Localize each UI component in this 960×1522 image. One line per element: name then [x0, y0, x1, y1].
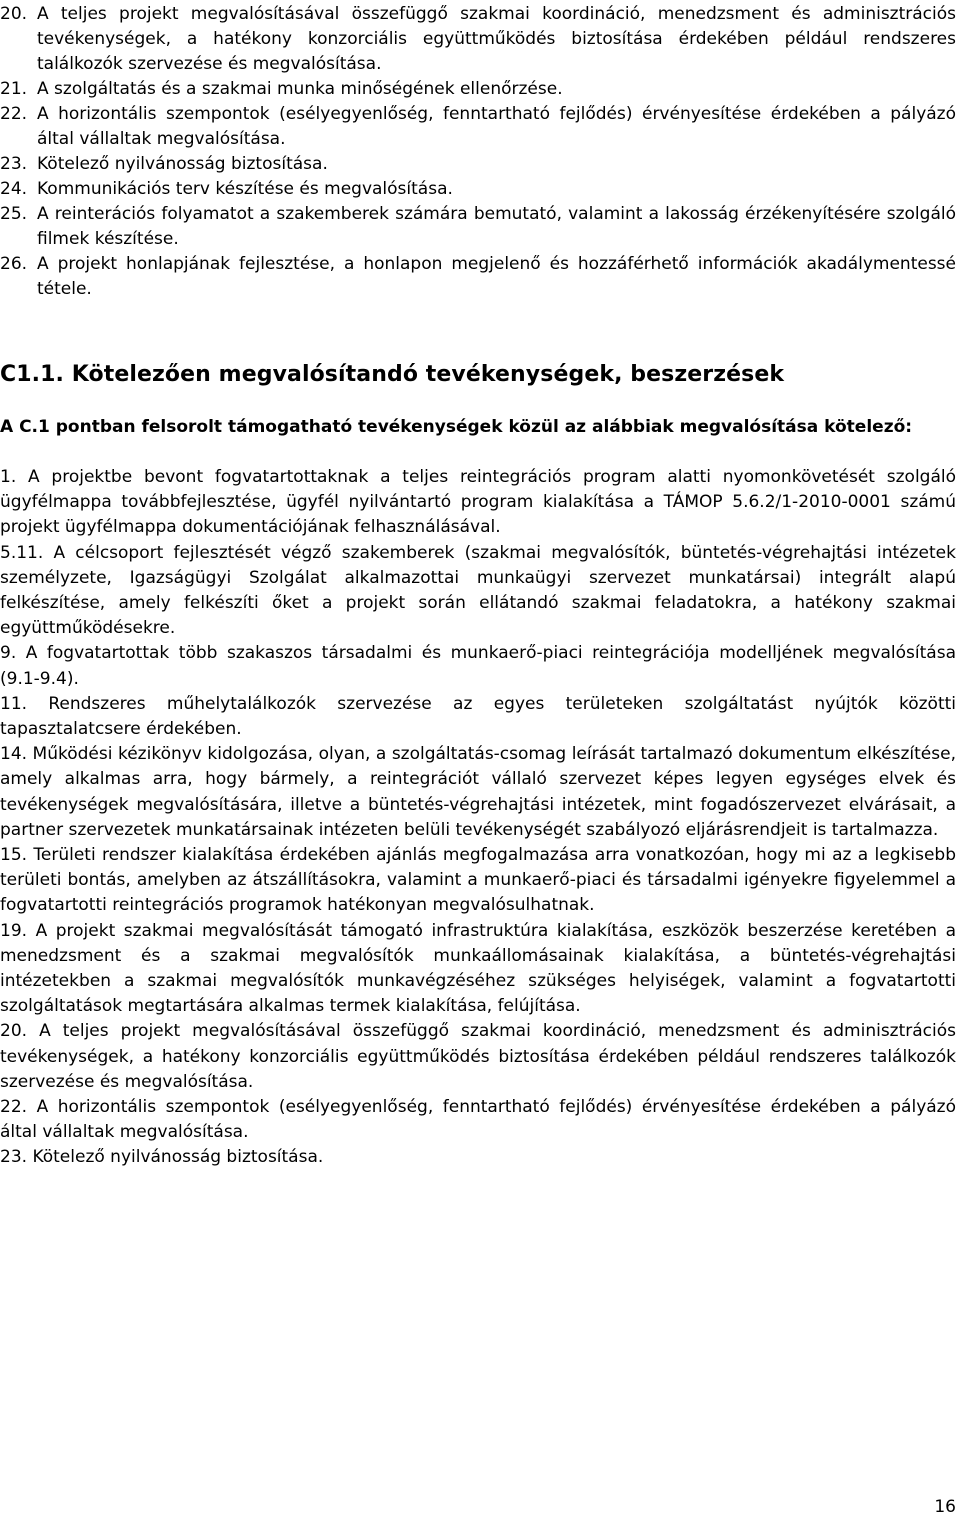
- activity-list: [0, 2, 956, 302]
- activity-paragraph: 9. A fogvatartottak több szakaszos társadalmi és munkaerő-piaci reintegrációja modelljének megvalósítása (9.1-9.4).: [0, 643, 956, 689]
- list-item-number: 23.: [0, 154, 28, 174]
- activity-paragraph: 5.11. A célcsoport fejlesztését végző szakemberek (szakmai megvalósítók, büntetés-végrehajtási intézetek személyzete, Igazságügyi Szolgálat alkalmazottai munkaügyi szervezet munkatársai) integrált alapú felkészítése, amely felkészíti őket a projekt során ellátandó szakmai feladatokra, a hatékony szakmai együttműködésekre.: [0, 542, 956, 639]
- page-number: 16: [934, 1497, 956, 1517]
- section-heading: C1.1. Kötelezően megvalósítandó tevékenységek, beszerzések: [0, 362, 785, 387]
- list-item-text: Kommunikációs terv készítése és megvalósítása.: [37, 179, 453, 199]
- activity-paragraph: 15. Területi rendszer kialakítása érdekében ajánlás megfogalmazása arra vonatkozóan, hogy mi az a legkisebb területi bontás, amelyben az átszállításokra, valamint a munkaerő-piaci és társadalmi igényekre figyelemmel a fogvatartotti reintegrációs programok hatékonyan megvalósulhatnak.: [0, 845, 956, 916]
- list-item: [0, 2, 956, 77]
- list-item-number: 25.: [0, 204, 28, 224]
- section-intro: A C.1 pontban felsorolt támogatható tevékenységek közül az alábbiak megvalósítása kötelező:: [0, 417, 913, 437]
- list-item: [0, 252, 956, 302]
- list-item-text: A teljes projekt megvalósításával összefüggő szakmai koordináció, menedzsment és adminisztrációs tevékenységek, a hatékony konzorciális együttműködés biztosítása érdekében például rendszeres találkozók szervezése és megvalósítása.: [37, 4, 956, 74]
- list-item: [0, 77, 956, 102]
- activity-paragraph: 20. A teljes projekt megvalósításával összefüggő szakmai koordináció, menedzsment és adminisztrációs tevékenységek, a hatékony konzorciális együttműködés biztosítása érdekében például rendszeres találkozók szervezése és megvalósítása.: [0, 1021, 956, 1092]
- list-item-number: 24.: [0, 179, 28, 199]
- mandatory-activities-list: [0, 465, 956, 1171]
- list-item-text: A horizontális szempontok (esélyegyenlőség, fenntartható fejlődés) érvényesítése érdekében a pályázó által vállaltak megvalósítása.: [37, 104, 956, 149]
- list-item: [0, 202, 956, 252]
- activity-paragraph: 22. A horizontális szempontok (esélyegyenlőség, fenntartható fejlődés) érvényesítése érdekében a pályázó által vállaltak megvalósítása.: [0, 1097, 956, 1143]
- list-item-number: 26.: [0, 254, 28, 274]
- activity-paragraph: 11. Rendszeres műhelytalálkozók szervezése az egyes területeken szolgáltatást nyújtók közötti tapasztalatcsere érdekében.: [0, 693, 956, 740]
- activity-paragraph: 14. Működési kézikönyv kidolgozása, olyan, a szolgáltatás-csomag leírását tartalmazó dokumentum elkészítése, amely alkalmas arra, hogy bármely, a reintegrációt vállaló szervezet képes legyen egységes elvek és tevékenységek megvalósítására, illetve a büntetés-végrehajtási intézetek, mint fogadószervezet elvárásait, a partner szervezetek munkatársainak intézeten belüli tevékenységét szabályozó eljárásrendjeit is tartalmazza.: [0, 744, 956, 840]
- list-item: [0, 152, 956, 177]
- list-item-text: A reinterációs folyamatot a szakemberek számára bemutató, valamint a lakosság érzékenyítésére szolgáló filmek készítése.: [37, 204, 956, 249]
- activity-paragraph: 1. A projektbe bevont fogvatartottaknak a teljes reintegrációs program alatti nyomonkövetését szolgáló ügyfélmappa továbbfejlesztése, ügyfél nyilvántartó program kialakítása a TÁMOP 5.6.2/1-2010-0001 számú projekt ügyfélmappa dokumentációjának felhasználásával.: [0, 467, 956, 538]
- list-item: [0, 177, 956, 202]
- list-item: [0, 102, 956, 152]
- list-item-number: 22.: [0, 104, 28, 124]
- list-item-text: Kötelező nyilvánosság biztosítása.: [37, 154, 328, 174]
- activity-paragraph: 19. A projekt szakmai megvalósítását támogató infrastruktúra kialakítása, eszközök beszerzése keretében a menedzsment és a szakmai megvalósítók munkaállomásainak kialakítása, a büntetés-végrehajtási intézetekben a szakmai megvalósítók munkavégzéséhez szükséges helyiségek, valamint a fogvatartotti szolgáltatások megtartására alkalmas termek kialakítása, felújítása.: [0, 920, 956, 1017]
- activity-paragraph: 23. Kötelező nyilvánosság biztosítása.: [0, 1147, 324, 1168]
- list-item-text: A szolgáltatás és a szakmai munka minőségének ellenőrzése.: [37, 79, 563, 99]
- list-item-number: 20.: [0, 4, 28, 24]
- list-item-number: 21.: [0, 79, 28, 99]
- list-item-text: A projekt honlapjának fejlesztése, a honlapon megjelenő és hozzáférhető információk akadálymentessé tétele.: [37, 254, 956, 299]
